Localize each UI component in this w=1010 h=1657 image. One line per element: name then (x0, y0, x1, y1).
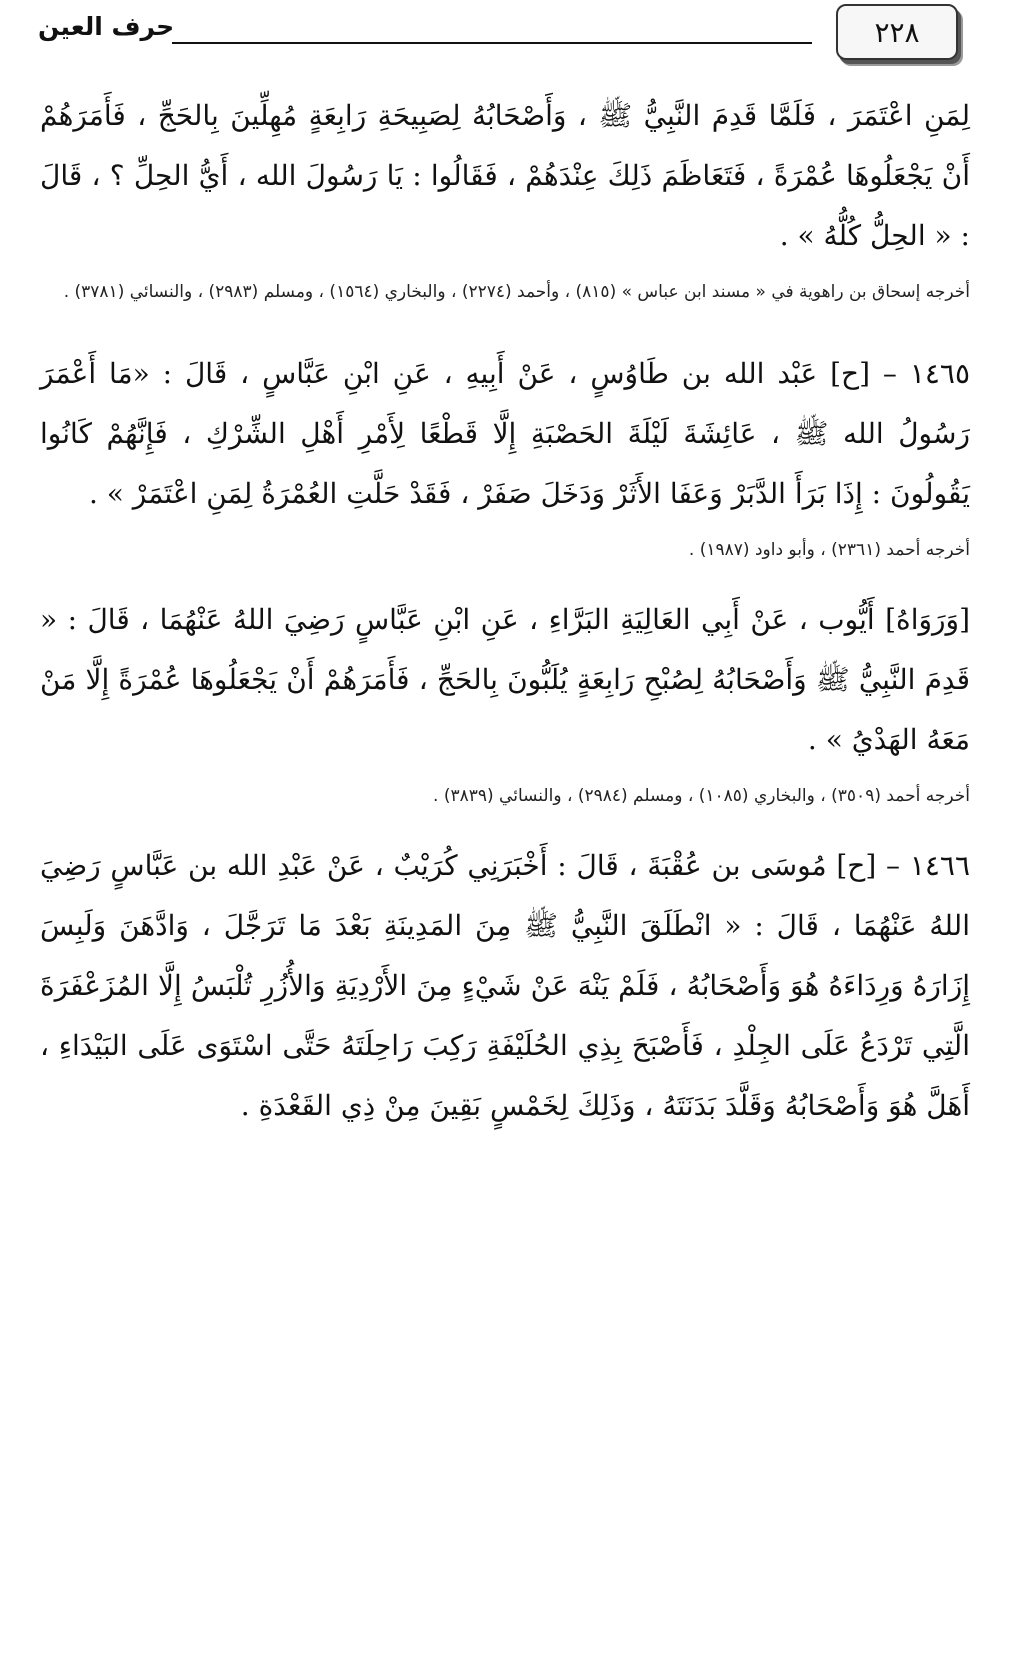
page-body (40, 86, 970, 1136)
header-rule (172, 42, 812, 44)
footnote-takhrij-1: أخرجه إسحاق بن راهوية في « مسند ابن عباس » (٨١٥) ، وأحمد (٢٢٧٤) ، والبخاري (١٥٦٤) ، ومسلم (٢٩٨٣) ، والنسائي (٣٧٨١) . (63, 282, 970, 302)
page-number: ٢٢٨ (836, 4, 958, 60)
running-title: حرف العين (38, 12, 175, 41)
footnote-takhrij-3: أخرجه أحمد (٣٥٠٩) ، والبخاري (١٠٨٥) ، ومسلم (٢٩٨٤) ، والنسائي (٣٨٣٩) . (433, 786, 970, 806)
hadith-1465: ١٤٦٥ – [ح] عَبْد الله بن طَاوُسٍ ، عَنْ أَبِيهِ ، عَنِ ابْنِ عَبَّاسٍ ، قَالَ : «مَا أَعْمَرَ رَسُولُ الله ﷺ ، عَائِشَةَ لَيْلَةَ الحَصْبَةِ إِلَّا قَطْعًا لِأَمْرِ أَهْلِ الشِّرْكِ ، فَإِنَّهُمْ كَانُوا يَقُولُونَ : إِذَا بَرَأَ الدَّبَرْ وَعَفَا الأَثَرْ وَدَخَلَ صَفَرْ ، فَقَدْ حَلَّتِ العُمْرَةُ لِمَنِ اعْتَمَرْ » . (40, 357, 970, 510)
footnote-takhrij-2: أخرجه أحمد (٢٣٦١) ، وأبو داود (١٩٨٧) . (688, 540, 970, 560)
page-header (0, 0, 1010, 70)
hadith-1466: ١٤٦٦ – [ح] مُوسَى بن عُقْبَةَ ، قَالَ : أَخْبَرَنِي كُرَيْبٌ ، عَنْ عَبْدِ الله بن عَبَّاسٍ رَضِيَ اللهُ عَنْهُمَا ، قَالَ : « انْطَلَقَ النَّبِيُّ ﷺ مِنَ المَدِينَةِ بَعْدَ مَا تَرَجَّلَ ، وَادَّهَنَ وَلَبِسَ إِزَارَهُ وَرِدَاءَهُ هُوَ وَأَصْحَابُهُ ، فَلَمْ يَنْهَ عَنْ شَيْءٍ مِنَ الأَرْدِيَةِ وَالأُزُرِ تُلْبَسُ إِلَّا المُزَعْفَرَةَ الَّتِي تَرْدَعُ عَلَى الجِلْدِ ، فَأَصْبَحَ بِذِي الحُلَيْفَةِ رَكِبَ رَاحِلَتَهُ حَتَّى اسْتَوَى عَلَى البَيْدَاءِ ، أَهَلَّ هُوَ وَأَصْحَابُهُ وَقَلَّدَ بَدَنَتَهُ ، وَذَلِكَ لِخَمْسٍ بَقِينَ مِنْ ذِي القَعْدَةِ . (40, 849, 970, 1122)
hadith-riwayah-ayyub: [وَرَوَاهُ] أَيُّوب ، عَنْ أَبِي العَالِيَةِ البَرَّاءِ ، عَنِ ابْنِ عَبَّاسٍ رَضِيَ اللهُ عَنْهُمَا ، قَالَ : « قَدِمَ النَّبِيُّ ﷺ وَأَصْحَابُهُ لِصُبْحِ رَابِعَةٍ يُلَبُّونَ بِالحَجِّ ، فَأَمَرَهُمْ أَنْ يَجْعَلُوهَا عُمْرَةً إِلَّا مَنْ مَعَهُ الهَدْيُ » . (40, 603, 970, 756)
paragraph-continuation: لِمَنِ اعْتَمَرَ ، فَلَمَّا قَدِمَ النَّبِيُّ ﷺ ، وَأَصْحَابُهُ لِصَبِيحَةِ رَابِعَةٍ مُهِلِّينَ بِالحَجِّ ، فَأَمَرَهُمْ أَنْ يَجْعَلُوهَا عُمْرَةً ، فَتَعَاظَمَ ذَلِكَ عِنْدَهُمْ ، فَقَالُوا : يَا رَسُولَ الله ، أَيُّ الحِلِّ ؟ ، قَالَ : « الحِلُّ كُلُّهُ » . (40, 99, 970, 252)
